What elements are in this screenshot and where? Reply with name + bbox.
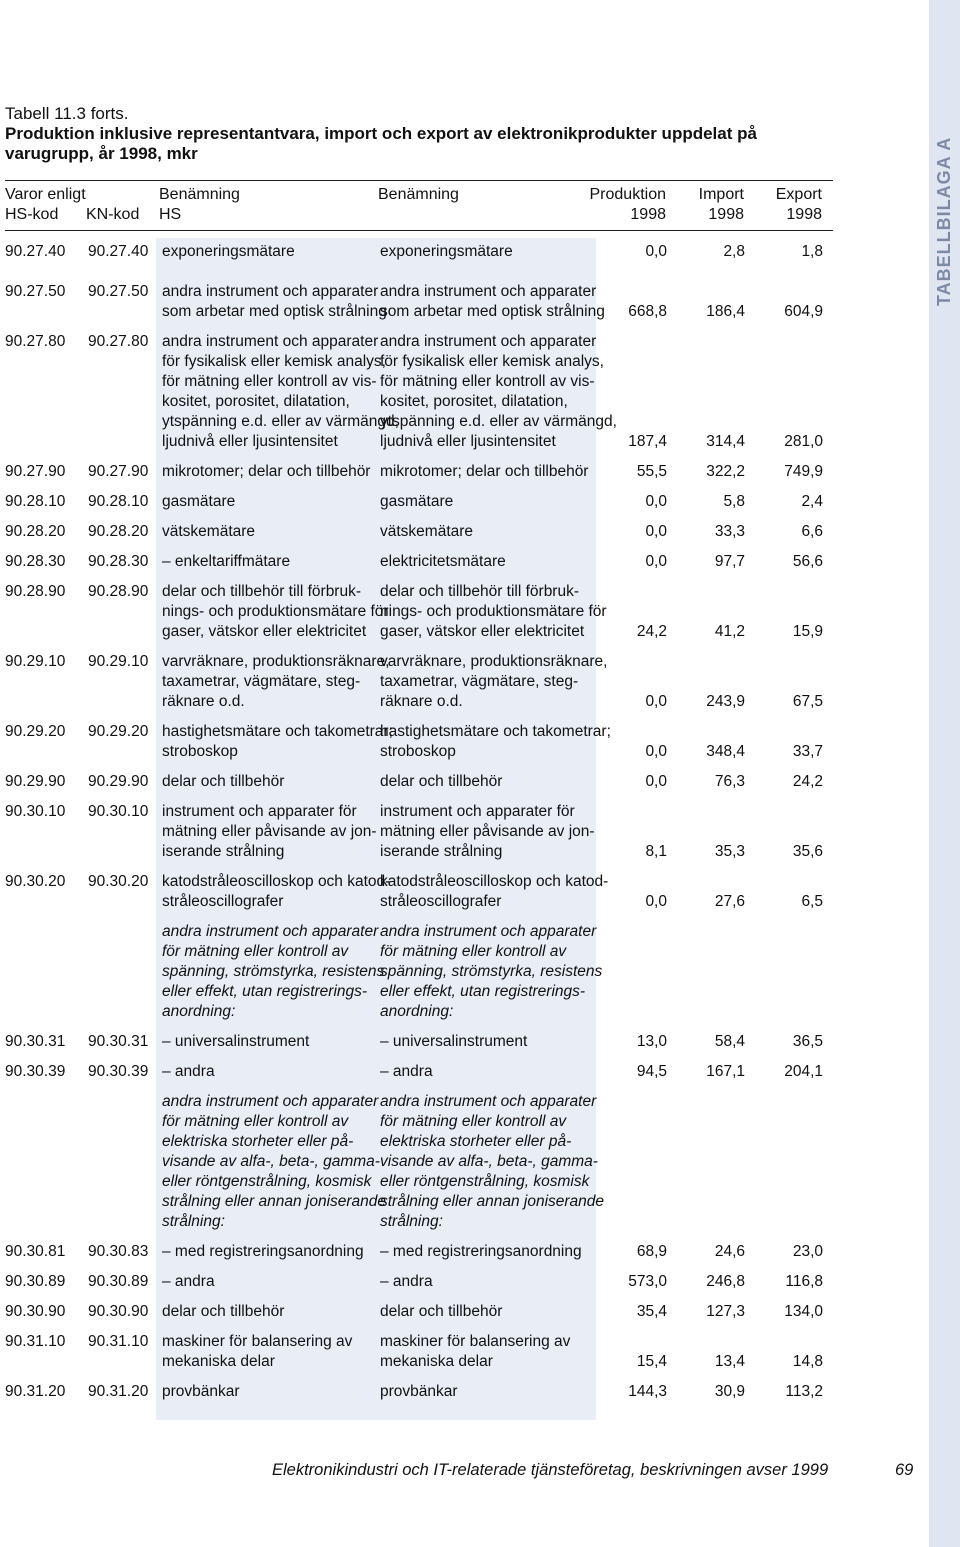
kn-description-cell: instrument och apparater för mätning eller påvisande av jon- iserande strålning — [380, 803, 595, 860]
kn-code-cell: 90.30.31 — [88, 1033, 149, 1050]
export-cell: 134,0 — [784, 1303, 823, 1320]
kn-code-cell: 90.28.90 — [88, 583, 149, 600]
hs-description-cell: varvräknare, produktionsräknare, taxametrar, vägmätare, steg- räknare o.d. — [162, 653, 390, 710]
kn-description-cell: andra instrument och apparater för fysikalisk eller kemisk analys, för mätning eller kontroll av vis- kositet, porositet, dilatation, ytspänning e.d. eller av värmängd, ljudnivå eller ljusintensitet — [380, 333, 617, 450]
kn-description-cell: delar och tillbehör — [380, 773, 503, 790]
import-cell: 13,4 — [714, 1353, 745, 1370]
hs-description-cell: katodstråleoscilloskop och katod- stråleoscillografer — [162, 873, 391, 910]
import-cell: 2,8 — [723, 243, 745, 260]
kn-code-cell: 90.30.89 — [88, 1273, 149, 1290]
hs-code-cell: 90.30.10 — [5, 803, 66, 820]
header-rule-bottom — [5, 230, 833, 231]
header-varor: Varor enligt — [5, 186, 86, 203]
header-hs-kod: HS-kod — [5, 206, 59, 223]
kn-description-cell: delar och tillbehör till förbruk- nings- och produktionsmätare för gaser, vätskor eller elektricitet — [380, 583, 607, 640]
import-cell: 322,2 — [706, 463, 745, 480]
kn-description-cell: elektricitetsmätare — [380, 553, 506, 570]
table-title: Produktion inklusive representantvara, import och export av elektronikprodukter uppdelat på varugrupp, år 1998, mkr — [5, 124, 757, 163]
export-cell: 24,2 — [792, 773, 823, 790]
export-cell: 116,8 — [785, 1273, 823, 1290]
hs-description-cell: instrument och apparater för mätning eller påvisande av jon- iserande strålning — [162, 803, 377, 860]
produktion-cell: 0,0 — [645, 523, 667, 540]
import-cell: 24,6 — [714, 1243, 745, 1260]
footer-text: Elektronikindustri och IT-relaterade tjänsteföretag, beskrivningen avser 1999 — [272, 1461, 829, 1479]
kn-description-cell: delar och tillbehör — [380, 1303, 503, 1320]
kn-code-cell: 90.31.10 — [88, 1333, 149, 1350]
header-benamning-kn: Benämning — [378, 186, 459, 203]
export-cell: 6,5 — [801, 893, 823, 910]
import-cell: 30,9 — [714, 1383, 745, 1400]
header-kn-kod: KN-kod — [86, 206, 140, 223]
hs-description-cell: delar och tillbehör — [162, 773, 285, 790]
hs-description-cell: andra instrument och apparater för fysikalisk eller kemisk analys, för mätning eller kontroll av vis- kositet, porositet, dilatation, ytspänning e.d. eller av värmängd, ljudnivå eller ljusintensitet — [162, 333, 399, 450]
hs-description-cell: andra instrument och apparater som arbetar med optisk strålning — [162, 283, 387, 320]
hs-code-cell: 90.30.89 — [5, 1273, 66, 1290]
produktion-cell: 0,0 — [645, 493, 667, 510]
hs-code-cell: 90.29.10 — [5, 653, 66, 670]
hs-code-cell: 90.30.39 — [5, 1063, 66, 1080]
hs-code-cell: 90.27.50 — [5, 283, 66, 300]
hs-description-cell: andra instrument och apparater för mätning eller kontroll av spänning, strömstyrka, resistens eller effekt, utan registrerings- anordning: — [162, 923, 385, 1020]
produktion-cell: 55,5 — [636, 463, 667, 480]
export-cell: 56,6 — [792, 553, 823, 570]
export-cell: 604,9 — [784, 303, 823, 320]
export-cell: 749,9 — [784, 463, 823, 480]
hs-code-cell: 90.30.20 — [5, 873, 66, 890]
export-cell: 6,6 — [801, 523, 823, 540]
import-cell: 33,3 — [714, 523, 745, 540]
header-benamning-hs: Benämning — [159, 186, 240, 203]
hs-description-cell: delar och tillbehör till förbruk- nings- och produktionsmätare för gaser, vätskor eller elektricitet — [162, 583, 389, 640]
export-cell: 33,7 — [792, 743, 823, 760]
export-cell: 204,1 — [784, 1063, 823, 1080]
kn-code-cell: 90.27.80 — [88, 333, 149, 350]
hs-description-cell: gasmätare — [162, 493, 236, 510]
export-cell: 15,9 — [792, 623, 823, 640]
kn-code-cell: 90.30.39 — [88, 1063, 149, 1080]
import-cell: 314,4 — [706, 433, 745, 450]
kn-description-cell: vätskemätare — [380, 523, 474, 540]
kn-description-cell: gasmätare — [380, 493, 454, 510]
hs-code-cell: 90.29.90 — [5, 773, 66, 790]
import-cell: 348,4 — [706, 743, 745, 760]
hs-code-cell: 90.31.10 — [5, 1333, 66, 1350]
page-number: 69 — [895, 1461, 914, 1479]
hs-code-cell: 90.27.40 — [5, 243, 66, 260]
kn-description-cell: provbänkar — [380, 1383, 458, 1400]
produktion-cell: 24,2 — [636, 623, 667, 640]
kn-code-cell: 90.29.90 — [88, 773, 149, 790]
header-import-year: 1998 — [708, 206, 744, 223]
kn-description-cell: – universalinstrument — [380, 1033, 528, 1050]
hs-description-cell: – andra — [162, 1273, 215, 1290]
import-cell: 97,7 — [714, 553, 745, 570]
header-hs: HS — [159, 206, 182, 223]
kn-description-cell: mikrotomer; delar och tillbehör — [380, 463, 589, 480]
kn-code-cell: 90.29.10 — [88, 653, 149, 670]
hs-code-cell: 90.30.90 — [5, 1303, 66, 1320]
kn-code-cell: 90.27.40 — [88, 243, 149, 260]
kn-description-cell: andra instrument och apparater för mätning eller kontroll av elektriska storheter eller på- visande av alfa-, beta-, gamma- eller röntgenstrålning, kosmisk strålning eller annan joniserande strålning: — [380, 1093, 605, 1230]
produktion-cell: 35,4 — [636, 1303, 667, 1320]
export-cell: 67,5 — [792, 693, 823, 710]
export-cell: 36,5 — [792, 1033, 823, 1050]
kn-description-cell: – andra — [380, 1063, 433, 1080]
kn-code-cell: 90.30.20 — [88, 873, 149, 890]
export-cell: 113,2 — [785, 1383, 823, 1400]
hs-description-cell: – universalinstrument — [162, 1033, 310, 1050]
hs-code-cell: 90.29.20 — [5, 723, 66, 740]
produktion-cell: 144,3 — [628, 1383, 667, 1400]
hs-code-cell: 90.30.81 — [5, 1243, 66, 1260]
kn-code-cell: 90.28.30 — [88, 553, 149, 570]
import-cell: 243,9 — [706, 693, 745, 710]
import-cell: 35,3 — [714, 843, 745, 860]
hs-description-cell: – med registreringsanordning — [162, 1243, 364, 1260]
export-cell: 2,4 — [801, 493, 823, 510]
hs-code-cell: 90.30.31 — [5, 1033, 66, 1050]
hs-code-cell: 90.28.10 — [5, 493, 66, 510]
produktion-cell: 0,0 — [645, 243, 667, 260]
kn-code-cell: 90.30.83 — [88, 1243, 149, 1260]
side-tab-label: TABELLBILAGA A — [934, 136, 954, 306]
kn-code-cell: 90.29.20 — [88, 723, 149, 740]
import-cell: 41,2 — [714, 623, 745, 640]
header-produktion: Produktion — [589, 186, 666, 203]
kn-description-cell: andra instrument och apparater som arbetar med optisk strålning — [380, 283, 605, 320]
kn-code-cell: 90.30.90 — [88, 1303, 149, 1320]
produktion-cell: 573,0 — [628, 1273, 667, 1290]
hs-code-cell: 90.27.80 — [5, 333, 66, 350]
hs-code-cell: 90.28.20 — [5, 523, 66, 540]
import-cell: 27,6 — [714, 893, 745, 910]
import-cell: 127,3 — [706, 1303, 745, 1320]
kn-description-cell: exponeringsmätare — [380, 243, 513, 260]
header-rule-top — [5, 180, 833, 181]
hs-description-cell: andra instrument och apparater för mätning eller kontroll av elektriska storheter eller på- visande av alfa-, beta-, gamma- eller röntgenstrålning, kosmisk strålning eller annan joniserande strålning: — [162, 1093, 387, 1230]
produktion-cell: 15,4 — [636, 1353, 667, 1370]
kn-code-cell: 90.27.50 — [88, 283, 149, 300]
kn-code-cell: 90.27.90 — [88, 463, 149, 480]
kn-description-cell: – andra — [380, 1273, 433, 1290]
hs-description-cell: provbänkar — [162, 1383, 240, 1400]
header-export-year: 1998 — [786, 206, 822, 223]
hs-description-cell: hastighetsmätare och takometrar; stroboskop — [162, 723, 393, 760]
produktion-cell: 13,0 — [636, 1033, 667, 1050]
header-export: Export — [775, 186, 822, 203]
header-import: Import — [698, 186, 744, 203]
import-cell: 76,3 — [714, 773, 745, 790]
kn-description-cell: maskiner för balansering av mekaniska delar — [380, 1333, 571, 1370]
hs-code-cell: 90.27.90 — [5, 463, 66, 480]
hs-code-cell: 90.28.30 — [5, 553, 66, 570]
import-cell: 167,1 — [706, 1063, 745, 1080]
produktion-cell: 0,0 — [645, 773, 667, 790]
kn-code-cell: 90.28.20 — [88, 523, 149, 540]
hs-code-cell: 90.28.90 — [5, 583, 66, 600]
hs-description-cell: – andra — [162, 1063, 215, 1080]
import-cell: 58,4 — [714, 1033, 745, 1050]
export-cell: 35,6 — [792, 843, 823, 860]
hs-description-cell: maskiner för balansering av mekaniska delar — [162, 1333, 353, 1370]
hs-description-cell: – enkeltariffmätare — [162, 553, 291, 570]
hs-description-cell: vätskemätare — [162, 523, 256, 540]
table-label: Tabell 11.3 forts. — [5, 104, 129, 123]
kn-description-cell: varvräknare, produktionsräknare, taxametrar, vägmätare, steg- räknare o.d. — [380, 653, 608, 710]
import-cell: 186,4 — [706, 303, 745, 320]
kn-description-cell: – med registreringsanordning — [380, 1243, 582, 1260]
kn-description-cell: andra instrument och apparater för mätning eller kontroll av spänning, strömstyrka, resistens eller effekt, utan registrerings- anordning: — [380, 923, 603, 1020]
produktion-cell: 0,0 — [645, 893, 667, 910]
produktion-cell: 0,0 — [645, 553, 667, 570]
hs-description-cell: delar och tillbehör — [162, 1303, 285, 1320]
produktion-cell: 94,5 — [636, 1063, 667, 1080]
import-cell: 5,8 — [723, 493, 745, 510]
produktion-cell: 8,1 — [645, 843, 667, 860]
hs-description-cell: mikrotomer; delar och tillbehör — [162, 463, 371, 480]
hs-code-cell: 90.31.20 — [5, 1383, 66, 1400]
kn-description-cell: hastighetsmätare och takometrar; stroboskop — [380, 723, 611, 760]
produktion-cell: 0,0 — [645, 693, 667, 710]
kn-code-cell: 90.31.20 — [88, 1383, 149, 1400]
kn-code-cell: 90.28.10 — [88, 493, 149, 510]
import-cell: 246,8 — [706, 1273, 745, 1290]
produktion-cell: 68,9 — [636, 1243, 667, 1260]
produktion-cell: 668,8 — [628, 303, 667, 320]
produktion-cell: 187,4 — [628, 433, 667, 450]
produktion-cell: 0,0 — [645, 743, 667, 760]
hs-description-cell: exponeringsmätare — [162, 243, 295, 260]
export-cell: 1,8 — [801, 243, 823, 260]
export-cell: 23,0 — [792, 1243, 823, 1260]
header-produktion-year: 1998 — [630, 206, 666, 223]
kn-description-cell: katodstråleoscilloskop och katod- stråleoscillografer — [380, 873, 609, 910]
export-cell: 14,8 — [792, 1353, 823, 1370]
export-cell: 281,0 — [784, 433, 823, 450]
kn-code-cell: 90.30.10 — [88, 803, 149, 820]
